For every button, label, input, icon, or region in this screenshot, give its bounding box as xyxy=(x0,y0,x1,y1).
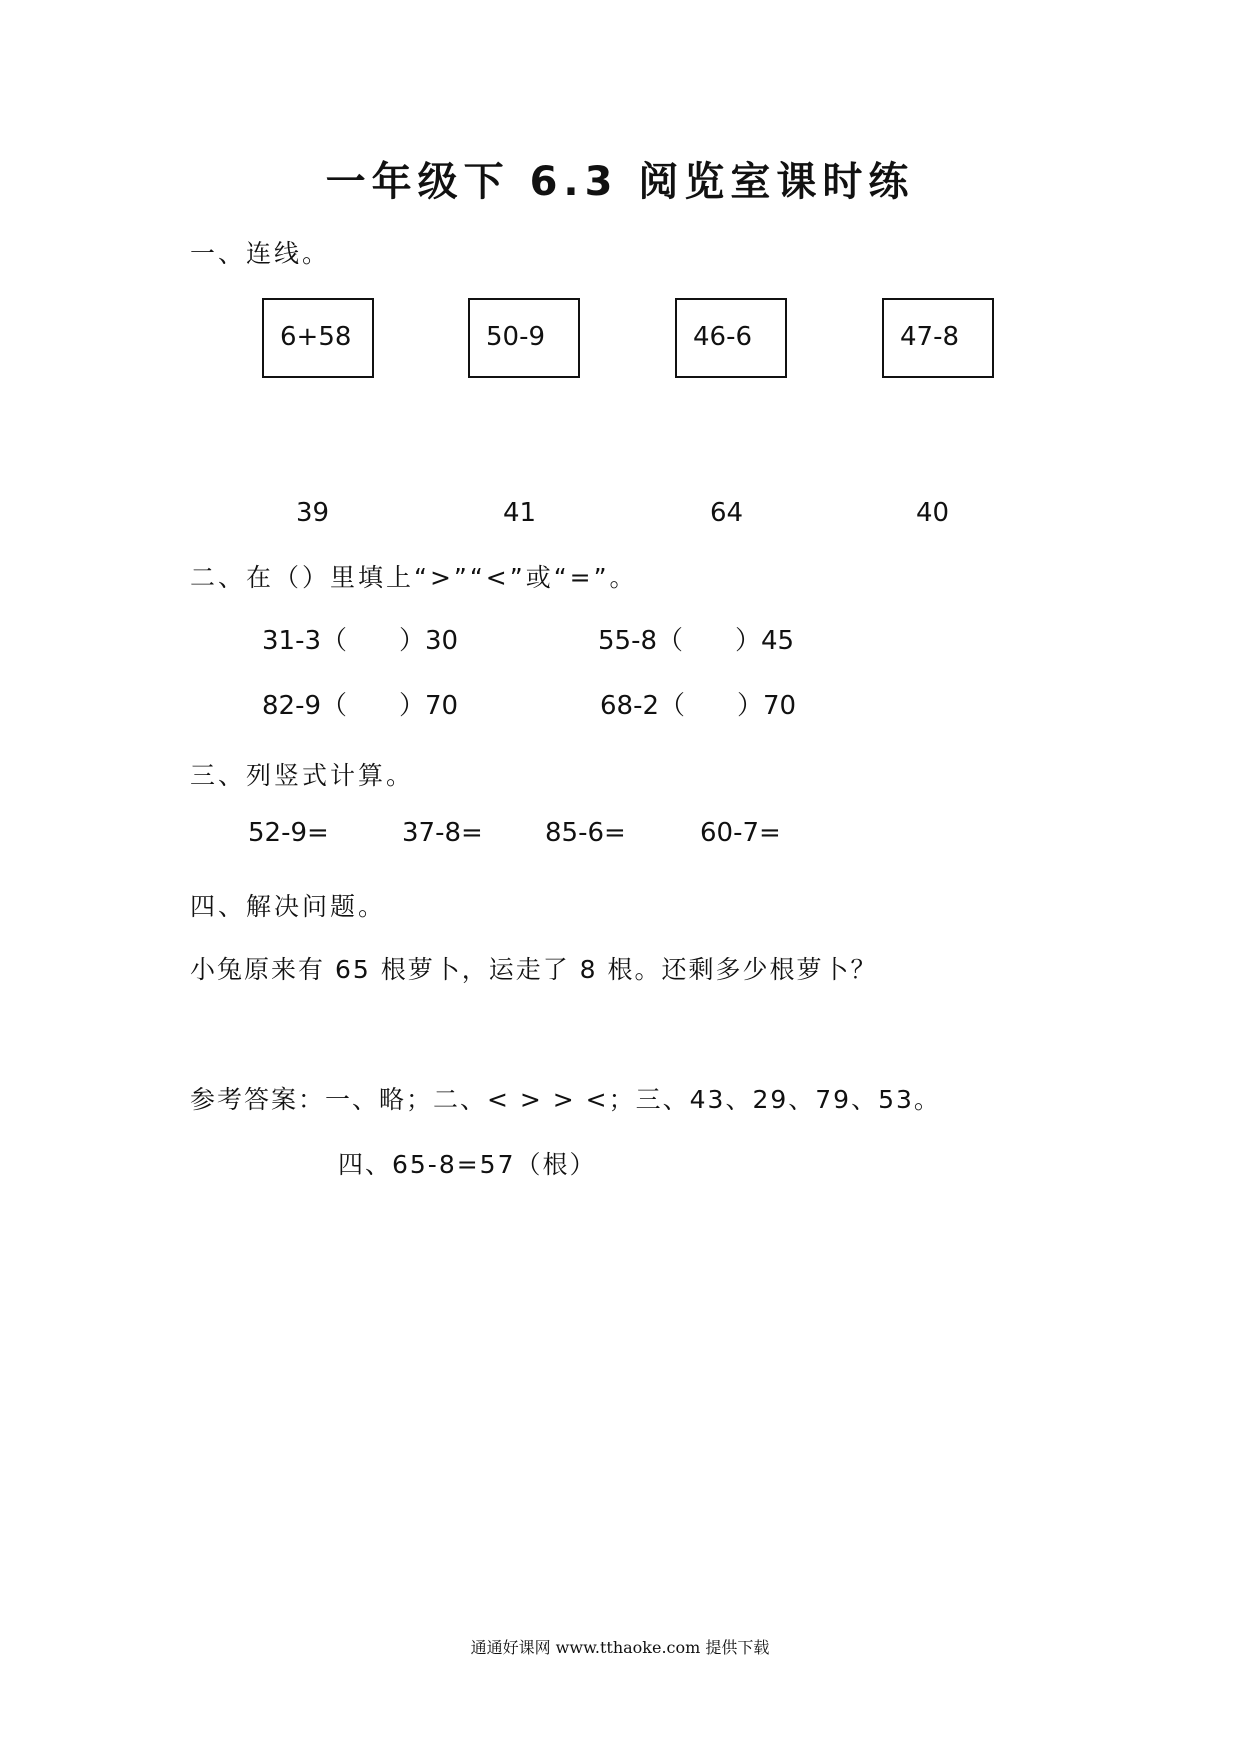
calc-item-2: 37-8= xyxy=(402,818,483,848)
compare-item-1: 31-3（ ）30 xyxy=(262,626,459,656)
section4-heading: 四、解决问题。 xyxy=(190,892,387,921)
section2-heading: 二、在（）里填上“>”“<”或“=”。 xyxy=(190,563,638,592)
answer-key-line-1: 参考答案：一、略；二、< > > <；三、43、29、79、53。 xyxy=(190,1085,941,1114)
section1-heading: 一、连线。 xyxy=(190,239,331,268)
answer-key-line-2: 四、65-8=57（根） xyxy=(338,1150,597,1179)
match-answer-3: 64 xyxy=(710,498,744,528)
match-box-1: 6+58 xyxy=(262,298,374,378)
calc-item-4: 60-7= xyxy=(700,818,781,848)
compare-item-4: 68-2（ ）70 xyxy=(600,691,797,721)
match-answer-4: 40 xyxy=(916,498,950,528)
page-title: 一年级下 6.3 阅览室课时练 xyxy=(325,159,915,205)
match-answer-2: 41 xyxy=(503,498,537,528)
match-answer-1: 39 xyxy=(296,498,330,528)
word-problem: 小兔原来有 65 根萝卜，运走了 8 根。还剩多少根萝卜？ xyxy=(190,955,878,984)
calc-item-1: 52-9= xyxy=(248,818,329,848)
footer-credit: 通通好课网 www.tthaoke.com 提供下载 xyxy=(470,1638,770,1657)
calc-item-3: 85-6= xyxy=(545,818,626,848)
match-box-2: 50-9 xyxy=(468,298,580,378)
section3-heading: 三、列竖式计算。 xyxy=(190,761,415,790)
compare-item-3: 82-9（ ）70 xyxy=(262,691,459,721)
compare-item-2: 55-8（ ）45 xyxy=(598,626,795,656)
match-box-4: 47-8 xyxy=(882,298,994,378)
match-box-3: 46-6 xyxy=(675,298,787,378)
